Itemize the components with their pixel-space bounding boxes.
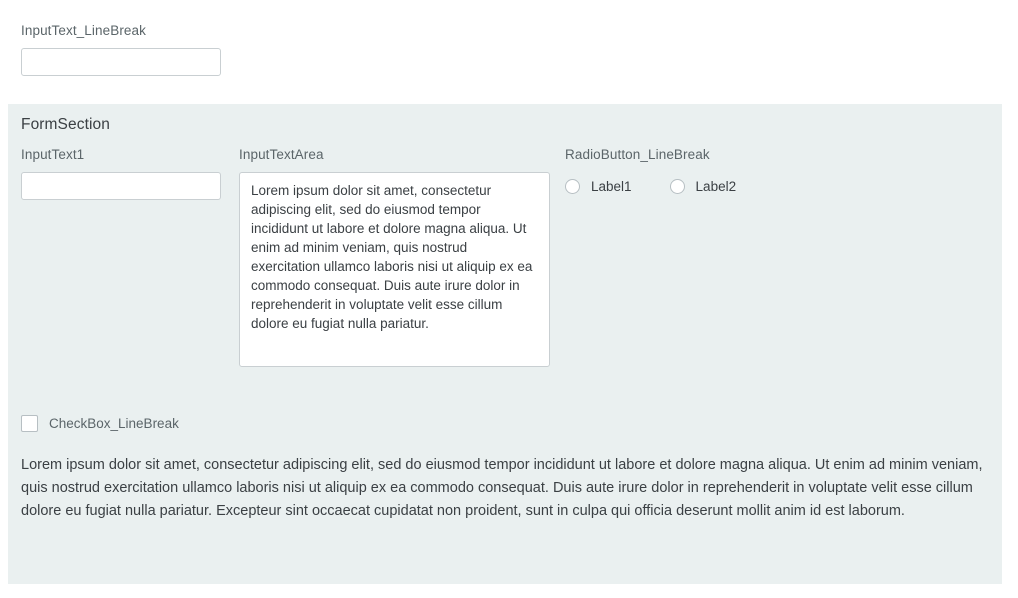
input-textarea-label: InputTextArea [239,147,324,162]
input-textarea-field [239,146,559,372]
radio-button-linebreak-group [565,146,865,194]
checkbox-icon[interactable] [21,415,38,432]
form-section [8,104,1002,584]
radio-option-label1-text: Label1 [591,179,632,194]
radio-option-label2[interactable] [670,179,737,194]
input-textarea-input[interactable] [239,172,550,367]
radio-option-label1[interactable] [565,179,632,194]
radio-button-linebreak-label: RadioButton_LineBreak [565,147,710,162]
radio-options-row [565,179,865,194]
input-text1-label: InputText1 [21,147,85,162]
input-text-linebreak-input[interactable] [21,48,221,76]
checkbox-linebreak-label: CheckBox_LineBreak [49,416,179,431]
input-text1-field [21,146,231,200]
input-text-linebreak-field [21,22,261,76]
checkbox-linebreak-row[interactable] [21,415,179,432]
input-text1-input[interactable] [21,172,221,200]
form-section-title: FormSection [21,116,110,133]
radio-circle-icon[interactable] [565,179,580,194]
radio-option-label2-text: Label2 [695,179,737,194]
radio-circle-icon[interactable] [670,179,685,194]
input-text-linebreak-label: InputText_LineBreak [21,23,146,38]
section-paragraph: Lorem ipsum dolor sit amet, consectetur adipiscing elit, sed do eiusmod tempor incididunt ut labore et dolore magna aliqua. Ut enim ad minim veniam, quis nostrud exercitation ullamco laboris nisi ut aliquip ex ea commodo consequat. Duis aute irure dolor in reprehenderit in voluptate velit esse cillum dolore eu fugiat nulla pariatur. Excepteur sint occaecat cupidatat non proident, sunt in culpa qui officia deserunt mollit anim id est laborum. [21,457,983,519]
